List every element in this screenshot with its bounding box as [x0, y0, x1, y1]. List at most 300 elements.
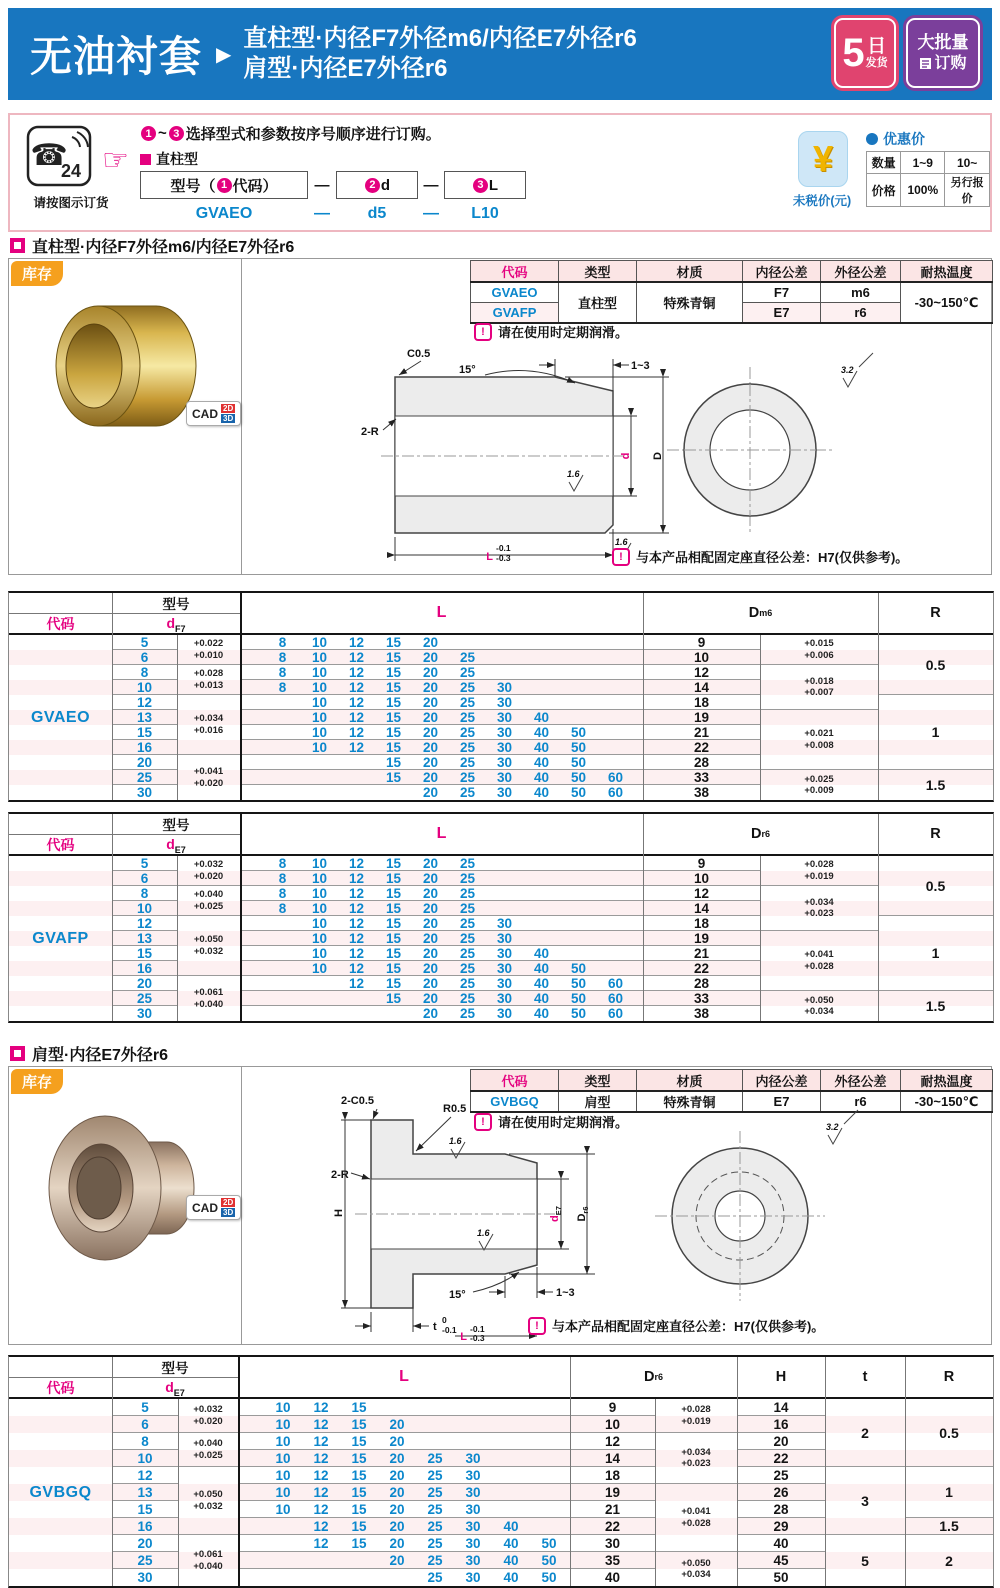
warning-icon: !	[528, 1317, 546, 1335]
L-value: 20	[422, 709, 439, 725]
L-value: 15	[385, 870, 402, 886]
L-value: 20	[389, 1416, 405, 1432]
L-value: 15	[385, 915, 402, 931]
L-value: 20	[422, 769, 439, 785]
L-value: 12	[348, 960, 365, 976]
L-value: 10	[311, 664, 328, 680]
L-value: 12	[313, 1467, 329, 1483]
L-value: 8	[278, 855, 287, 871]
L-value: 15	[385, 945, 402, 961]
d-value: 30	[136, 1006, 153, 1021]
L-value: 12	[348, 900, 365, 916]
L-value: 20	[422, 975, 439, 991]
d-value: 12	[112, 1467, 178, 1484]
dim-D-sub: r6	[581, 1206, 590, 1214]
D-value: 30	[570, 1535, 655, 1552]
L-value: 25	[459, 975, 476, 991]
D-value: 12	[643, 886, 760, 901]
d-value: 5	[112, 856, 177, 871]
H-value: 50	[773, 1570, 789, 1585]
D-value: 9	[643, 856, 760, 871]
spec-cell: r6	[821, 1091, 901, 1112]
gval-group: 0.5	[878, 635, 993, 695]
L-value: 12	[348, 975, 365, 991]
L-value: 15	[385, 990, 402, 1006]
d-value: 12	[112, 916, 177, 931]
L-value: 20	[422, 649, 439, 665]
d-value: 16	[112, 961, 177, 976]
L-value: 25	[427, 1518, 443, 1534]
d-value: 15	[112, 1501, 178, 1518]
col-header-code: 代码	[46, 616, 75, 632]
D-value: 10	[570, 1416, 655, 1433]
L-value: 20	[422, 960, 439, 976]
H-value: 28	[737, 1501, 825, 1518]
L-values	[240, 961, 643, 976]
section-bullet-icon	[10, 1046, 25, 1061]
tol-group: +0.041 +0.028	[760, 931, 878, 991]
drawing-straight-front	[625, 345, 895, 555]
drawing-shoulder-front	[600, 1106, 900, 1326]
D-value: 33	[643, 770, 760, 785]
L-value: 12	[348, 885, 365, 901]
dash: —	[314, 176, 330, 194]
L-values	[238, 1484, 570, 1501]
d-value: 16	[112, 740, 177, 755]
H-value: 25	[737, 1467, 825, 1484]
L-value: 15	[385, 709, 402, 725]
header-model	[9, 1357, 238, 1399]
D-value: 14	[643, 680, 760, 695]
dim-L-tol-bot: -0.3	[470, 1333, 485, 1341]
L-value: 30	[496, 960, 513, 976]
L-values	[240, 976, 643, 991]
d-value: 6	[112, 871, 177, 886]
tol-group: +0.018 +0.007	[760, 665, 878, 710]
L-value: 50	[541, 1535, 557, 1551]
L-value: 15	[385, 664, 402, 680]
col-header-D: D r6	[570, 1357, 737, 1399]
stock-badge: 库存	[11, 261, 63, 286]
L-value: 10	[311, 915, 328, 931]
finish-16: 1.6	[615, 537, 628, 547]
L-value: 20	[422, 739, 439, 755]
L-values	[238, 1450, 570, 1467]
dim-c05: C0.5	[407, 348, 431, 360]
L-value: 20	[422, 900, 439, 916]
order-instruction	[140, 123, 441, 144]
d-value: 8	[112, 1433, 178, 1450]
code-cell: GVAFP	[32, 929, 89, 947]
order-info-box	[8, 113, 992, 232]
yen-symbol: ¥	[812, 138, 834, 179]
col-header-model: 型号	[162, 597, 190, 612]
L-value: 25	[459, 679, 476, 695]
D-value: 21	[643, 946, 760, 961]
dim-2c05: 2-C0.5	[341, 1095, 375, 1107]
L-value: 10	[311, 885, 328, 901]
spec-cell: F7	[743, 282, 821, 303]
spec-cell: GVAEO	[471, 282, 559, 303]
L-value: 20	[389, 1501, 405, 1517]
L-value: 10	[311, 870, 328, 886]
L-value: 20	[389, 1450, 405, 1466]
header-model	[9, 593, 240, 635]
L-values	[238, 1518, 570, 1535]
untaxed-price-label: 未税价(元)	[792, 194, 852, 208]
tol-group: +0.061 +0.040	[193, 987, 224, 1010]
L-value: 25	[459, 664, 476, 680]
L-value: 12	[348, 724, 365, 740]
circled-2-icon: 2	[365, 178, 380, 193]
spec-cell: r6	[821, 303, 901, 324]
d-value: 5	[112, 635, 177, 650]
d-value: 5	[112, 1399, 178, 1416]
pointing-finger-icon: ☞	[102, 144, 129, 177]
L-value: 40	[503, 1552, 519, 1568]
L-value: 15	[385, 855, 402, 871]
L-values	[240, 665, 643, 680]
L-value: 8	[278, 664, 287, 680]
example-L: L10	[471, 205, 499, 222]
L-value: 12	[348, 664, 365, 680]
L-value: 30	[496, 739, 513, 755]
L-values	[240, 901, 643, 916]
L-value: 40	[503, 1518, 519, 1534]
L-value: 12	[348, 915, 365, 931]
L-value: 15	[385, 769, 402, 785]
tol-group: +0.041 +0.020	[193, 766, 224, 789]
L-values	[238, 1552, 570, 1569]
tol-group: +0.022 +0.010	[177, 635, 240, 665]
size-table-gvbgq	[8, 1355, 994, 1588]
warning-icon: !	[612, 548, 630, 566]
L-value: 25	[459, 885, 476, 901]
order-box-L	[444, 171, 526, 199]
d-value: 13	[112, 1484, 178, 1501]
cad-2d-icon: 2D	[223, 404, 234, 413]
code-cell: GVAEO	[30, 708, 91, 726]
L-value: 30	[496, 1006, 513, 1021]
D-value: 19	[570, 1484, 655, 1501]
L-value: 20	[389, 1518, 405, 1534]
tol-group: +0.050 +0.034	[681, 1557, 711, 1580]
d-value: 10	[112, 901, 177, 916]
d-value: 30	[137, 1570, 153, 1585]
dim-2r: 2-R	[361, 426, 379, 438]
L-value: 12	[348, 945, 365, 961]
tol-group: +0.050 +0.034	[804, 994, 834, 1017]
L-value: 10	[311, 930, 328, 946]
example-dash: —	[314, 205, 330, 222]
d-value: 8	[112, 886, 177, 901]
L-value: 50	[570, 975, 587, 991]
dim-range: 1~3	[631, 360, 650, 372]
tol-group: +0.040 +0.025	[178, 1433, 238, 1467]
gval-group: 5	[861, 1552, 869, 1569]
price-cell: 1~9	[901, 152, 945, 174]
col-header-code: 代码	[46, 837, 75, 853]
D-value: 9	[643, 635, 760, 650]
L-value: 25	[427, 1450, 443, 1466]
col-header-R: R	[905, 1357, 993, 1399]
col-header-L: L	[240, 814, 643, 856]
L-value: 30	[465, 1535, 481, 1551]
gval-group: 3	[825, 1467, 905, 1535]
order-type-line	[140, 149, 198, 169]
dim-H: H	[333, 1209, 345, 1217]
L-value: 8	[278, 870, 287, 886]
page-title: 无油衬套	[30, 33, 203, 80]
d-value: 25	[112, 770, 177, 785]
finish-16: 1.6	[477, 1228, 490, 1238]
d-value: 13	[112, 710, 177, 725]
spec-cell: m6	[821, 282, 901, 303]
D-value: 9	[570, 1399, 655, 1416]
L-value: 60	[607, 785, 624, 800]
col-header-R: R	[878, 814, 993, 856]
L-value: 10	[275, 1399, 291, 1415]
badge-5day-ship: 发货	[865, 57, 888, 70]
L-value: 25	[427, 1484, 443, 1500]
tol-group: +0.028 +0.019	[760, 856, 878, 886]
L-value: 20	[389, 1484, 405, 1500]
discount-price-title	[866, 129, 925, 149]
col-header-d: $d_{E7}$	[165, 1378, 185, 1398]
L-value: 10	[311, 709, 328, 725]
cad-label: CAD	[192, 1200, 218, 1215]
divider	[241, 259, 242, 574]
L-value: 30	[496, 679, 513, 695]
tol-group: +0.015 +0.006	[760, 635, 878, 665]
cad-3d-icon: 3D	[223, 414, 234, 423]
L-value: 10	[311, 945, 328, 961]
L-value: 12	[348, 694, 365, 710]
D-value: 21	[643, 725, 760, 740]
L-value: 20	[422, 870, 439, 886]
d-value: 10	[112, 680, 177, 695]
note-text: 请在使用时定期润滑。	[498, 325, 629, 340]
L-value: 40	[533, 709, 550, 725]
L-value: 12	[348, 649, 365, 665]
L-values	[240, 740, 643, 755]
gval-group: 1.5	[925, 998, 946, 1014]
tol-group: +0.050 +0.032	[177, 916, 240, 976]
L-values	[238, 1501, 570, 1518]
note-text: 请在使用时定期润滑。	[498, 1115, 629, 1130]
L-values	[240, 755, 643, 770]
tol-group: +0.034 +0.023	[655, 1433, 737, 1484]
page-header	[8, 8, 992, 100]
dim-d-sub: E7	[554, 1206, 563, 1216]
col-header-D: D m6	[643, 593, 878, 635]
D-value: 38	[693, 785, 710, 800]
H-value: 26	[737, 1484, 825, 1501]
H-value: 14	[737, 1399, 825, 1416]
L-value: 20	[422, 930, 439, 946]
example-code: GVAEO	[195, 205, 253, 222]
L-value: 10	[311, 724, 328, 740]
cad-3d-icon: 3D	[223, 1208, 234, 1217]
d-label: d	[380, 176, 391, 194]
gval-group: 1	[878, 916, 993, 991]
type-label: 直柱型	[156, 151, 198, 167]
model-pre: 型号（	[170, 177, 216, 195]
order-box-d	[336, 171, 418, 199]
d-value: 20	[112, 1535, 178, 1552]
section2-title	[10, 1042, 168, 1065]
L-value: 12	[348, 709, 365, 725]
subtitle-line2: 肩型·内径E7外径r6	[243, 55, 448, 82]
dim-d: d	[620, 452, 632, 460]
L-value: 15	[385, 754, 402, 770]
L-values	[240, 695, 643, 710]
D-value: 14	[570, 1450, 655, 1467]
tol-group: +0.021 +0.008	[760, 710, 878, 770]
code-cell: GVBGQ	[29, 1483, 92, 1501]
L-value: 30	[465, 1501, 481, 1517]
section-bullet-icon	[10, 238, 25, 253]
tol-group: +0.034 +0.016	[177, 695, 240, 755]
L-value: 30	[465, 1450, 481, 1466]
spec-header: 材质	[637, 261, 743, 283]
D-value: 12	[643, 665, 760, 680]
finish-16: 1.6	[449, 1136, 462, 1146]
D-value: 10	[643, 871, 760, 886]
L-value: 15	[351, 1518, 367, 1534]
col-header-d: $d_{F7}$	[166, 614, 186, 634]
L-value: 50	[570, 990, 587, 1006]
example-dash: —	[423, 205, 439, 222]
spec-cell: GVBGQ	[471, 1091, 559, 1112]
d-value: 20	[112, 976, 177, 991]
tol-group: +0.032 +0.020	[178, 1399, 238, 1433]
col-header-model: 型号	[161, 1361, 189, 1376]
L-value: 25	[459, 915, 476, 931]
L-values	[240, 991, 643, 1006]
L-value: 8	[278, 649, 287, 665]
model-post: 代码）	[232, 177, 278, 195]
spec-cell: -30~150℃	[901, 1091, 993, 1112]
D-value: 35	[570, 1552, 655, 1569]
L-value: 40	[533, 960, 550, 976]
spec-cell: 特殊青铜	[637, 1091, 743, 1112]
L-value: 12	[348, 930, 365, 946]
spec-header: 内径公差	[743, 261, 821, 283]
D-value: 28	[643, 976, 760, 991]
L-value: 15	[351, 1535, 367, 1551]
D-value: 19	[643, 931, 760, 946]
dim-t-tol-bot: -0.1	[442, 1325, 457, 1335]
L-value: 50	[570, 785, 587, 800]
badge-bulk-line2: 订购	[934, 54, 967, 72]
L-values	[240, 946, 643, 961]
L-values	[238, 1467, 570, 1484]
L-value: 8	[278, 634, 287, 650]
tol-group: +0.034 +0.023	[760, 886, 878, 931]
L-value: 40	[533, 975, 550, 991]
badge-5day-number: 5	[842, 31, 865, 75]
L-value: 20	[422, 915, 439, 931]
L-value: 60	[607, 1006, 624, 1021]
L-value: 20	[422, 1006, 439, 1021]
L-value: 12	[313, 1416, 329, 1432]
L-value: 15	[385, 679, 402, 695]
D-value: 21	[570, 1501, 655, 1518]
example-d: d5	[367, 205, 387, 222]
L-value: 50	[570, 1006, 587, 1021]
tilde: ~	[158, 125, 167, 142]
L-value: 40	[533, 754, 550, 770]
L-value: 10	[311, 679, 328, 695]
L-values	[240, 725, 643, 740]
gval-group: 2	[825, 1399, 905, 1467]
phone-24h-icon	[26, 125, 96, 189]
L-value: 30	[496, 709, 513, 725]
col-header-D: D r6	[643, 814, 878, 856]
D-value: 18	[643, 916, 760, 931]
D-value: 22	[643, 961, 760, 976]
L-value: 10	[275, 1467, 291, 1483]
L-value: 60	[607, 975, 624, 991]
H-value: 45	[737, 1552, 825, 1569]
tol-group: +0.025 +0.009	[804, 773, 834, 796]
warning-icon: !	[474, 323, 492, 341]
spec-cell: E7	[743, 1091, 821, 1112]
d-value: 13	[112, 931, 177, 946]
L-value: 25	[459, 930, 476, 946]
L-value: 50	[541, 1552, 557, 1568]
d-value: 6	[112, 650, 177, 665]
L-value: 8	[278, 900, 287, 916]
L-value: 25	[459, 870, 476, 886]
L-values	[240, 931, 643, 946]
dim-d: d	[549, 1215, 561, 1222]
section2-title-text: 肩型·内径E7外径r6	[32, 1047, 169, 1064]
L-value: 30	[496, 915, 513, 931]
note-fit-1	[612, 547, 908, 566]
dim-2r: 2-R	[331, 1169, 349, 1181]
L-values	[238, 1535, 570, 1552]
L-values	[238, 1433, 570, 1450]
tol-group: +0.040 +0.025	[177, 886, 240, 916]
L-value: 40	[503, 1570, 519, 1585]
L-value: 25	[459, 694, 476, 710]
L-value: 60	[607, 769, 624, 785]
L-value: 30	[496, 754, 513, 770]
L-value: 10	[311, 960, 328, 976]
gval-group: 1.5	[905, 1518, 993, 1535]
L-value: 25	[427, 1467, 443, 1483]
L-values	[240, 886, 643, 901]
cad-label: CAD	[192, 406, 218, 421]
L-value: 10	[311, 649, 328, 665]
L-value: 15	[351, 1399, 367, 1415]
spec-table	[470, 260, 993, 324]
L-value: 12	[313, 1399, 329, 1415]
L-value: 20	[389, 1467, 405, 1483]
D-value: 28	[643, 755, 760, 770]
col-header-d: $d_{E7}$	[166, 835, 186, 855]
badge-5day-shipping	[834, 18, 896, 88]
H-value: 20	[737, 1433, 825, 1450]
d-value: 8	[112, 665, 177, 680]
price-cell: 10~	[945, 152, 990, 174]
price-cell: 另行报价	[945, 174, 990, 207]
L-value: 30	[496, 724, 513, 740]
L-values	[238, 1569, 570, 1586]
L-value: 40	[533, 769, 550, 785]
